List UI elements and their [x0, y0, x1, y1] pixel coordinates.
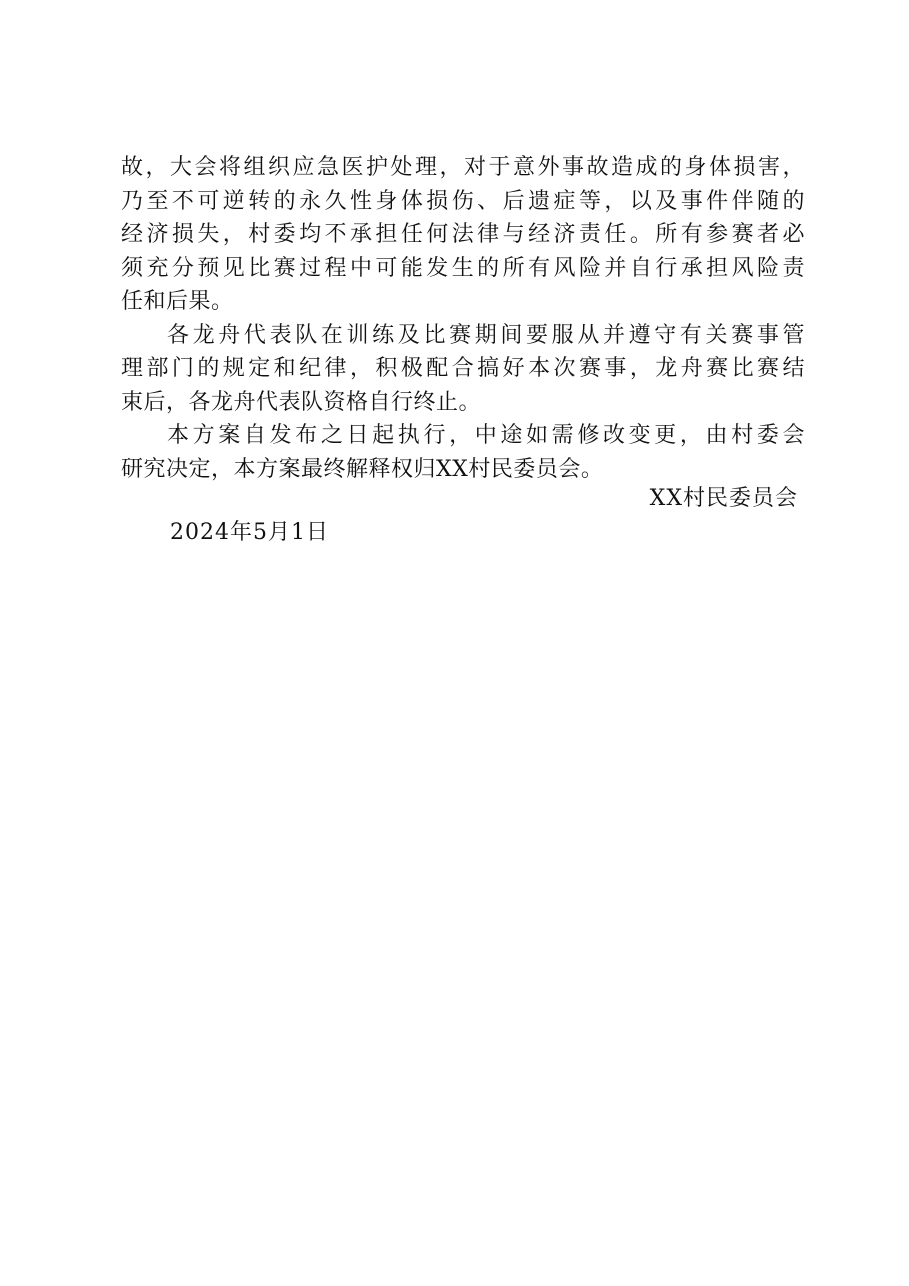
document-body — [121, 151, 805, 486]
text-line: 故，大会将组织应急医护处理，对于意外事故造成的身体损害， — [121, 155, 805, 180]
text-line: 理部门的规定和纪律，积极配合搞好本次赛事，龙舟赛比赛结 — [121, 356, 805, 381]
text-line: 研究决定，本方案最终解释权归XX村民委员会。 — [121, 456, 604, 482]
text-line: 经济损失，村委均不承担任何法律与经济责任。所有参赛者必 — [121, 222, 805, 247]
text-line: 束后，各龙舟代表队资格自行终止。 — [121, 389, 482, 415]
text-line: 各龙舟代表队在训练及比赛期间要服从并遵守有关赛事管 — [167, 322, 805, 348]
text-line: 本方案自发布之日起执行，中途如需修改变更，由村委会 — [167, 423, 805, 448]
paragraph-liability — [121, 151, 805, 319]
text-line: 乃至不可逆转的永久性身体损伤、后遗症等，以及事件伴随的 — [121, 188, 805, 214]
text-line: 任和后果。 — [121, 289, 234, 314]
signature-organization: XX村民委员会 — [649, 486, 798, 511]
paragraph-team-rules — [121, 319, 805, 420]
text-line: 须充分预见比赛过程中可能发生的所有风险并自行承担风险责 — [121, 255, 805, 281]
paragraph-effective-date — [121, 419, 805, 486]
signature-date: 2024年5月1日 — [170, 520, 329, 545]
